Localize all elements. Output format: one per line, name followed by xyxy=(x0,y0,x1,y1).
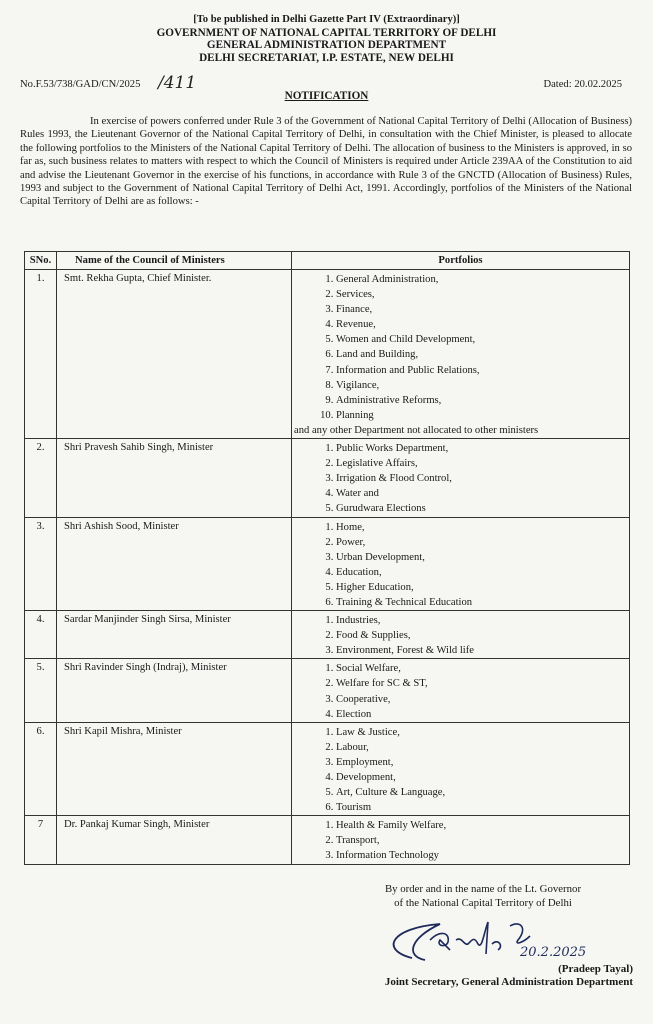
portfolio-item: 1. Public Works Department, xyxy=(336,441,629,456)
portfolio-list xyxy=(292,517,630,611)
handwritten-signature xyxy=(370,910,630,970)
portfolio-item: 5. Gurudwara Elections xyxy=(336,501,629,516)
portfolio-item: 5. Higher Education, xyxy=(336,580,629,595)
minister-name: Smt. Rekha Gupta, Chief Minister. xyxy=(57,270,292,439)
header-sno: SNo. xyxy=(25,252,57,270)
date-line: Dated: 20.02.2025 xyxy=(543,79,622,90)
portfolio-item: 1. Health & Family Welfare, xyxy=(336,818,629,833)
serial-number: 5. xyxy=(25,659,57,722)
letterhead xyxy=(0,14,653,64)
portfolio-item: 6. Land and Building, xyxy=(336,347,629,362)
order-line-2: of the National Capital Territory of Delhi xyxy=(394,897,572,909)
portfolio-item: 1. Social Welfare, xyxy=(336,661,629,676)
header-portfolios: Portfolios xyxy=(292,252,630,270)
office-address: DELHI SECRETARIAT, I.P. ESTATE, NEW DELHI xyxy=(199,51,454,64)
portfolio-item: 2. Legislative Affairs, xyxy=(336,456,629,471)
portfolio-item: 9. Administrative Reforms, xyxy=(336,393,629,408)
handwritten-number: /411 xyxy=(158,73,197,93)
minister-name: Dr. Pankaj Kumar Singh, Minister xyxy=(57,816,292,864)
minister-name: Shri Ravinder Singh (Indraj), Minister xyxy=(57,659,292,722)
portfolio-item: 3. Environment, Forest & Wild life xyxy=(336,643,629,658)
portfolio-item: 8. Vigilance, xyxy=(336,378,629,393)
portfolio-list xyxy=(292,659,630,722)
serial-number: 4. xyxy=(25,611,57,659)
table-row xyxy=(25,611,630,659)
serial-number: 7 xyxy=(25,816,57,864)
table-row xyxy=(25,439,630,517)
portfolio-item: 3. Finance, xyxy=(336,302,629,317)
portfolio-item: 1. General Administration, xyxy=(336,272,629,287)
table-row xyxy=(25,517,630,611)
portfolio-list xyxy=(292,816,630,864)
portfolio-item: 4. Water and xyxy=(336,486,629,501)
notification-heading xyxy=(0,90,653,102)
table-body xyxy=(25,270,630,865)
portfolio-table xyxy=(24,251,630,865)
portfolio-items xyxy=(312,441,629,516)
portfolio-item: 10. Planning xyxy=(336,408,629,423)
department-name: GENERAL ADMINISTRATION DEPARTMENT xyxy=(206,39,447,52)
table-header-row xyxy=(25,252,630,270)
table-row xyxy=(25,659,630,722)
portfolio-list xyxy=(292,270,630,439)
portfolio-item: 4. Education, xyxy=(336,565,629,580)
order-line-1: By order and in the name of the Lt. Governor xyxy=(384,883,582,895)
portfolio-item: 4. Election xyxy=(336,707,629,722)
serial-number: 6. xyxy=(25,722,57,816)
minister-name: Shri Pravesh Sahib Singh, Minister xyxy=(57,439,292,517)
portfolio-item: 1. Home, xyxy=(336,520,629,535)
portfolio-item: 3. Employment, xyxy=(336,755,629,770)
notification-title: NOTIFICATION xyxy=(284,90,369,102)
portfolio-list xyxy=(292,722,630,816)
portfolio-item: 1. Industries, xyxy=(336,613,629,628)
order-statement xyxy=(333,882,633,910)
table-row xyxy=(25,270,630,439)
portfolio-items xyxy=(312,272,629,423)
body-paragraph: In exercise of powers conferred under Rule 3 of the Government of National Capital Territory of Delhi (Allocation of Business) Rules 1993, the Lieutenant Governor of the National Capital Territory of Delhi, in consultation with the Chief Minister, is pleased to allocate the following portfolios to the Ministers of the National Capital Territory of Delhi. The allocation of business to the Ministers is approved, in so far as, such business relates to matters with respect to which the Council of Ministers is required under Article 239AA of the Constitution to aid and advise the Lieutenant Governor in the exercise of his functions, in accordance with Rule 3 of the GNCTD (Allocation of Business) Rules, 1993 and subject to the Government of National Capital Territory of Delhi Act, 1991. Accordingly, portfolios of the Ministers of the National Capital Territory of Delhi are as follows: - xyxy=(20,116,632,208)
serial-number: 1. xyxy=(25,270,57,439)
serial-number: 2. xyxy=(25,439,57,517)
serial-number: 3. xyxy=(25,517,57,611)
portfolio-item: 5. Art, Culture & Language, xyxy=(336,785,629,800)
portfolio-item: 1. Law & Justice, xyxy=(336,725,629,740)
portfolio-item: 2. Welfare for SC & ST, xyxy=(336,676,629,691)
portfolio-item: 3. Cooperative, xyxy=(336,692,629,707)
signatory-title: Joint Secretary, General Administration Department xyxy=(384,976,633,988)
portfolio-item: 3. Irrigation & Flood Control, xyxy=(336,471,629,486)
minister-name: Shri Ashish Sood, Minister xyxy=(57,517,292,611)
table-row xyxy=(25,722,630,816)
portfolio-item: 2. Power, xyxy=(336,535,629,550)
portfolio-list xyxy=(292,439,630,517)
minister-name: Shri Kapil Mishra, Minister xyxy=(57,722,292,816)
portfolio-items xyxy=(312,520,629,611)
header-minister-name: Name of the Council of Ministers xyxy=(57,252,292,270)
portfolio-items xyxy=(312,613,629,658)
portfolio-items xyxy=(312,725,629,816)
portfolio-item: 4. Revenue, xyxy=(336,317,629,332)
minister-name: Sardar Manjinder Singh Sirsa, Minister xyxy=(57,611,292,659)
portfolio-item: 2. Food & Supplies, xyxy=(336,628,629,643)
gazette-line: [To be published in Delhi Gazette Part IV (Extraordinary)] xyxy=(193,14,460,25)
portfolio-items xyxy=(312,661,629,721)
portfolio-list xyxy=(292,611,630,659)
signatory-name: (Pradeep Tayal) xyxy=(558,963,633,975)
portfolio-item: 7. Information and Public Relations, xyxy=(336,363,629,378)
portfolio-item: 3. Urban Development, xyxy=(336,550,629,565)
portfolio-items xyxy=(312,818,629,863)
government-name: GOVERNMENT OF NATIONAL CAPITAL TERRITORY OF DELHI xyxy=(156,26,497,39)
file-number: No.F.53/738/GAD/CN/2025 xyxy=(20,79,141,90)
portfolio-item: 5. Women and Child Development, xyxy=(336,332,629,347)
portfolio-item: 6. Tourism xyxy=(336,800,629,815)
portfolio-item: 3. Information Technology xyxy=(336,848,629,863)
signature-date: 20.2.2025 xyxy=(520,945,587,960)
portfolio-item: 6. Training & Technical Education xyxy=(336,595,629,610)
portfolio-item: 2. Labour, xyxy=(336,740,629,755)
portfolio-item: 2. Transport, xyxy=(336,833,629,848)
portfolio-item: 2. Services, xyxy=(336,287,629,302)
table-row xyxy=(25,816,630,864)
portfolio-item: 4. Development, xyxy=(336,770,629,785)
portfolio-note: and any other Department not allocated to other ministers xyxy=(294,424,539,436)
